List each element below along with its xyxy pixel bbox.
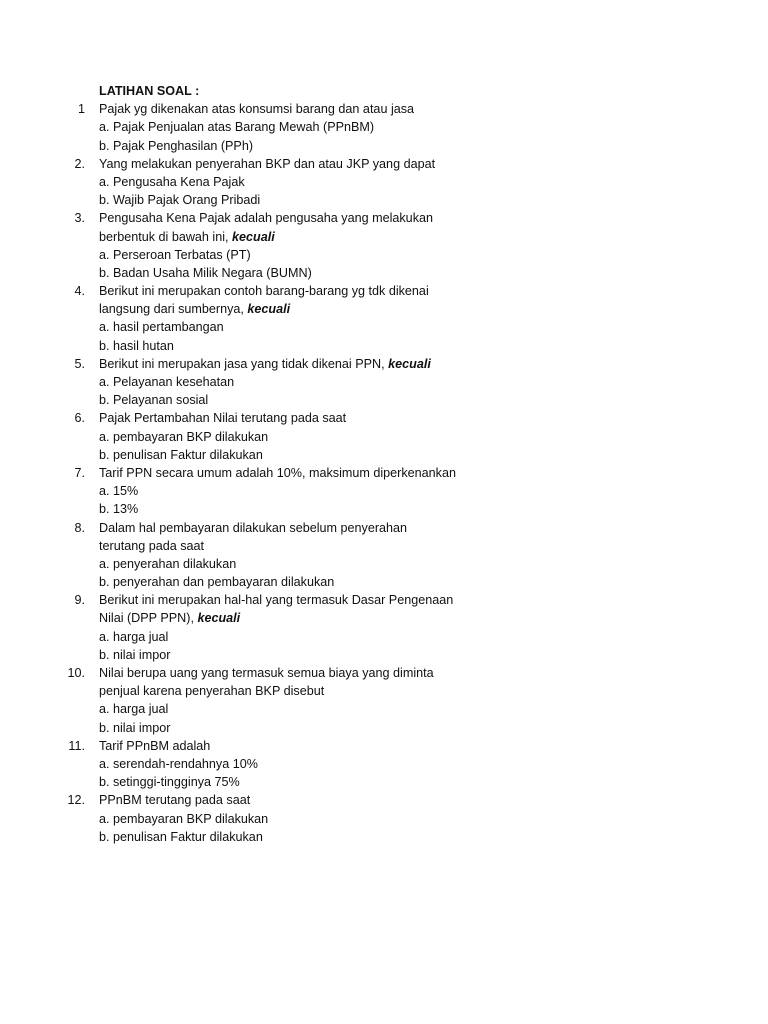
question-text — [99, 209, 433, 227]
option-row — [0, 482, 768, 500]
option-row — [0, 500, 768, 518]
option-row — [0, 173, 768, 191]
question-text — [99, 682, 412, 700]
option-row — [0, 137, 768, 155]
question-number: 1 — [77, 102, 85, 117]
question-text — [99, 519, 412, 537]
question-list — [0, 100, 768, 846]
answer-option: a. Perseroan Terbatas (PT) — [99, 247, 251, 262]
answer-option: a. serendah-rendahnya 10% — [99, 756, 258, 771]
option-row — [0, 118, 768, 136]
option-row — [0, 264, 768, 282]
answer-option: a. pembayaran BKP dilakukan — [99, 811, 269, 826]
question-number: 7. — [74, 465, 85, 480]
option-row — [0, 719, 768, 737]
question-row — [0, 664, 768, 682]
answer-option: b. penyerahan dan pembayaran dilakukan — [99, 575, 335, 590]
exception-keyword: kecuali — [197, 611, 241, 626]
worksheet — [0, 82, 768, 846]
question-text-segment: Pajak Pertambahan Nilai terutang pada saat — [99, 411, 347, 426]
question-text — [99, 100, 415, 118]
question-text — [99, 791, 412, 809]
question-continuation-row — [0, 682, 768, 700]
option-row — [0, 191, 768, 209]
question-text — [99, 537, 412, 555]
question-text — [99, 464, 456, 482]
question-text — [99, 591, 454, 609]
question-number: 9. — [74, 593, 85, 608]
question-text — [99, 355, 431, 373]
answer-option: a. pembayaran BKP dilakukan — [99, 429, 269, 444]
option-row — [0, 810, 768, 828]
question-text-segment: Berikut ini merupakan hal-hal yang termasuk Dasar Pengenaan — [99, 593, 454, 608]
question-text-segment: Nilai berupa uang yang termasuk semua biaya yang diminta — [99, 666, 434, 680]
option-row — [0, 646, 768, 664]
question-row — [0, 464, 768, 482]
question-continuation-row — [0, 609, 768, 627]
question-row — [0, 355, 768, 373]
option-row — [0, 391, 768, 409]
option-row — [0, 337, 768, 355]
question-text-segment: Pajak yg dikenakan atas konsumsi barang dan atau jasa — [99, 102, 415, 117]
question-text — [99, 155, 436, 173]
question-text-segment: berbentuk di bawah ini, — [99, 229, 233, 244]
question-continuation-row — [0, 228, 768, 246]
answer-option: a. Pelayanan kesehatan — [99, 375, 235, 389]
question-text-segment: langsung dari sumbernya, — [99, 302, 248, 317]
answer-option: a. Pengusaha Kena Pajak — [99, 174, 245, 189]
answer-option: b. Pelayanan sosial — [99, 393, 209, 408]
option-row — [0, 318, 768, 336]
question-text — [99, 737, 412, 755]
question-text-segment: Nilai (DPP PPN), — [99, 611, 198, 626]
question-text — [99, 300, 412, 318]
question-text — [99, 228, 412, 246]
question-text-segment: terutang pada saat — [99, 538, 205, 553]
option-row — [0, 246, 768, 264]
question-row — [0, 100, 768, 118]
question-text-segment: Pengusaha Kena Pajak adalah pengusaha yang melakukan — [99, 211, 433, 226]
answer-option: a. harga jual — [99, 629, 169, 644]
question-number: 3. — [74, 211, 85, 226]
answer-option: b. Badan Usaha Milik Negara (BUMN) — [99, 265, 312, 280]
answer-option: b. 13% — [99, 502, 139, 517]
answer-option: a. hasil pertambangan — [99, 320, 224, 335]
question-number: 11. — [68, 738, 85, 753]
answer-option: b. penulisan Faktur dilakukan — [99, 829, 263, 844]
option-row — [0, 428, 768, 446]
question-text-segment: Dalam hal pembayaran dilakukan sebelum penyerahan — [99, 520, 408, 535]
option-row — [0, 755, 768, 773]
exception-keyword: kecuali — [388, 356, 431, 371]
answer-option: a. harga jual — [99, 702, 169, 717]
question-number: 4. — [74, 284, 85, 299]
question-row — [0, 591, 768, 609]
question-number: 12. — [67, 793, 85, 808]
option-row — [0, 446, 768, 464]
answer-option: b. setinggi-tingginya 75% — [99, 775, 240, 790]
title-row — [0, 82, 768, 100]
page-title: LATIHAN SOAL : — [99, 84, 200, 98]
question-text-segment: Berikut ini merupakan contoh barang-barang yg tdk dikenai — [99, 284, 429, 299]
question-number: 5. — [74, 356, 85, 371]
question-number: 8. — [74, 520, 85, 535]
question-text-segment: Tarif PPnBM adalah — [99, 738, 211, 753]
question-row — [0, 519, 768, 537]
answer-option: a. 15% — [99, 484, 139, 499]
question-text — [99, 664, 434, 682]
answer-option: b. nilai impor — [99, 720, 171, 735]
question-number: 6. — [74, 411, 85, 426]
option-row — [0, 700, 768, 718]
question-text — [99, 409, 412, 427]
question-text-segment: Tarif PPN secara umum adalah 10%, maksimum diperkenankan — [99, 465, 456, 480]
exception-keyword: kecuali — [232, 229, 275, 244]
question-row — [0, 791, 768, 809]
answer-option: a. penyerahan dilakukan — [99, 556, 237, 571]
question-row — [0, 155, 768, 173]
answer-option: b. penulisan Faktur dilakukan — [99, 447, 263, 462]
answer-option: b. Pajak Penghasilan (PPh) — [99, 138, 254, 153]
answer-option: b. Wajib Pajak Orang Pribadi — [99, 193, 261, 208]
question-text — [99, 282, 429, 300]
question-text — [99, 609, 412, 627]
answer-option: b. nilai impor — [99, 647, 171, 662]
question-row — [0, 282, 768, 300]
question-row — [0, 209, 768, 227]
question-number: 2. — [74, 156, 85, 171]
question-continuation-row — [0, 300, 768, 318]
answer-option: a. Pajak Penjualan atas Barang Mewah (PPnBM) — [99, 120, 375, 135]
option-row — [0, 773, 768, 791]
option-row — [0, 573, 768, 591]
option-row — [0, 828, 768, 846]
question-number: 10. — [67, 666, 85, 680]
question-row — [0, 737, 768, 755]
answer-option: b. hasil hutan — [99, 338, 174, 353]
question-text-segment: Yang melakukan penyerahan BKP dan atau JKP yang dapat — [99, 156, 436, 171]
option-row — [0, 373, 768, 391]
exception-keyword: kecuali — [247, 302, 291, 317]
question-continuation-row — [0, 537, 768, 555]
question-text-segment: penjual karena penyerahan BKP disebut — [99, 684, 325, 699]
question-text-segment: PPnBM terutang pada saat — [99, 793, 251, 808]
option-row — [0, 555, 768, 573]
question-row — [0, 409, 768, 427]
question-text-segment: Berikut ini merupakan jasa yang tidak dikenai PPN, — [99, 356, 389, 371]
option-row — [0, 628, 768, 646]
